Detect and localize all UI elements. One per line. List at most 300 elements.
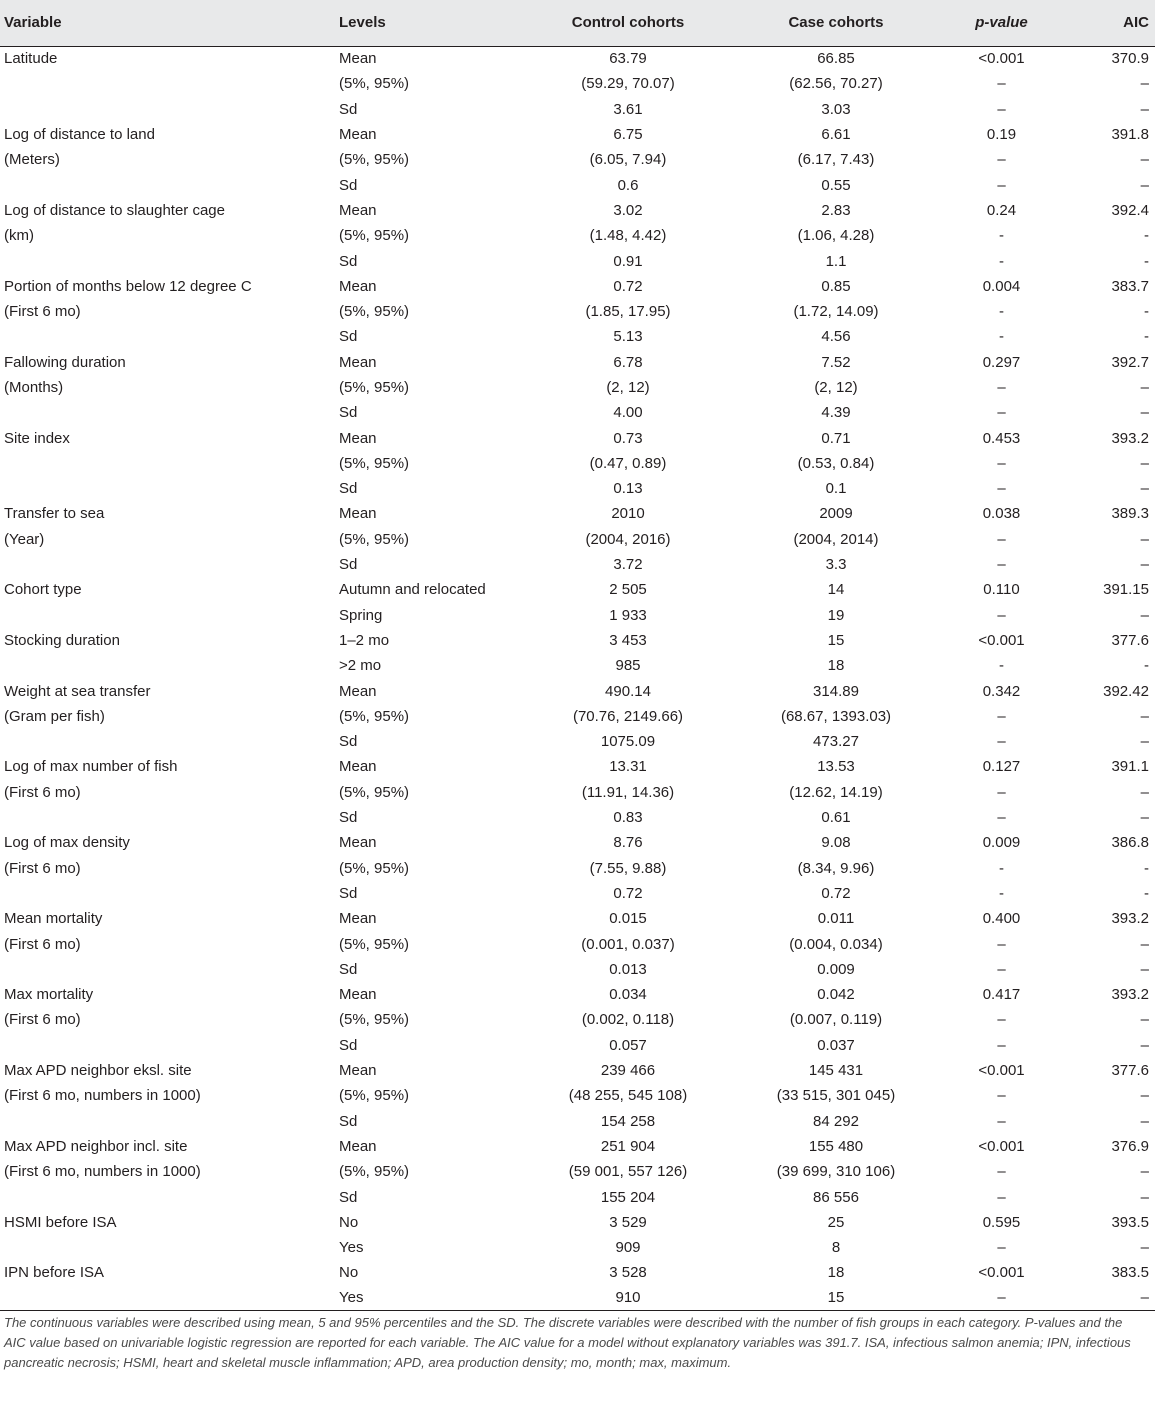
- cell-case: 15: [827, 631, 845, 649]
- table-header: [0, 0, 1155, 46]
- cell-aic: 391.1: [1111, 758, 1149, 776]
- cell-case: (1.06, 4.28): [797, 227, 875, 245]
- cell-p-value: –: [997, 1036, 1006, 1054]
- cell-control: (2004, 2016): [585, 530, 671, 548]
- cell-variable: [0, 1286, 339, 1311]
- cell-variable: (Months): [4, 379, 64, 396]
- table-row: [0, 97, 1155, 122]
- cell-case: 3.3: [825, 556, 847, 574]
- table-row: [0, 248, 1155, 273]
- cell-case: 0.85: [821, 277, 851, 295]
- header-p-value: p-value: [935, 0, 1068, 46]
- table-row: [0, 577, 1155, 602]
- cell-case: 18: [827, 657, 845, 675]
- table-row: [0, 805, 1155, 830]
- cell-aic: 393.2: [1111, 429, 1149, 447]
- cell-aic: –: [1068, 1286, 1155, 1311]
- cell-control: 3.72: [613, 556, 643, 574]
- cell-level: Sd: [339, 1036, 358, 1054]
- cell-p-value: -: [999, 303, 1004, 321]
- cell-variable: (First 6 mo): [4, 935, 81, 953]
- table-row: [0, 223, 1155, 248]
- cell-control: (1.48, 4.42): [589, 227, 667, 245]
- table-row: [0, 881, 1155, 906]
- cell-aic: -: [1144, 328, 1149, 346]
- cell-p-value: 0.009: [982, 834, 1021, 852]
- cell-level: Sd: [339, 884, 358, 902]
- cell-aic: 370.9: [1111, 50, 1149, 68]
- table-row: [0, 527, 1155, 552]
- cell-control: 6.75: [613, 126, 643, 144]
- cell-p-value: 0.110: [983, 581, 1020, 599]
- table-row: [0, 552, 1155, 577]
- cell-level: (5%, 95%): [339, 1087, 410, 1105]
- cell-p-value: –: [997, 480, 1006, 498]
- cell-variable: [0, 603, 339, 628]
- cell-case: (12.62, 14.19): [789, 783, 883, 801]
- cell-case: 84 292: [813, 1112, 859, 1130]
- cell-control: (48 255, 545 108): [568, 1087, 688, 1105]
- cell-aic: 377.6: [1111, 631, 1149, 649]
- cell-case: 0.011: [817, 910, 855, 928]
- cell-level: Mean: [339, 1062, 377, 1080]
- cell-p-value: 0.24: [986, 201, 1017, 219]
- cell-level: (5%, 95%): [339, 1163, 410, 1181]
- cell-variable: (First 6 mo, numbers in 1000): [4, 1163, 201, 1181]
- cell-control: (2, 12): [606, 379, 650, 396]
- cell-case: (62.56, 70.27): [789, 75, 883, 93]
- cell-control: 13.31: [609, 758, 647, 776]
- cell-case: 145 431: [808, 1062, 864, 1080]
- cell-aic: –: [1140, 1239, 1149, 1257]
- cell-aic: –: [1140, 960, 1149, 978]
- cell-p-value: –: [997, 809, 1006, 827]
- table-row: [0, 324, 1155, 349]
- cell-variable: Max mortality: [4, 986, 94, 1004]
- cell-p-value: –: [997, 151, 1006, 169]
- cell-case: (0.004, 0.034): [789, 935, 883, 953]
- cell-case: (33 515, 301 045): [776, 1087, 896, 1105]
- cell-aic: -: [1144, 227, 1149, 245]
- cell-variable: Site index: [4, 429, 70, 447]
- cell-aic: 393.2: [1111, 910, 1149, 928]
- cell-p-value: 0.595: [982, 1213, 1021, 1231]
- cell-p-value: 0.19: [986, 126, 1017, 144]
- cell-level: Mean: [339, 429, 377, 447]
- table-row: [0, 957, 1155, 982]
- cell-case: 2.83: [821, 201, 851, 219]
- cell-p-value: 0.038: [982, 505, 1021, 523]
- cell-p-value: 0.342: [982, 682, 1021, 700]
- cell-p-value: –: [997, 733, 1006, 751]
- cell-variable: Log of distance to slaughter cage: [4, 201, 225, 219]
- table-row: [0, 350, 1155, 375]
- cell-p-value: –: [997, 100, 1006, 118]
- table-row: [0, 1235, 1155, 1260]
- cell-aic: 391.8: [1111, 126, 1149, 144]
- cell-aic: 393.5: [1111, 1213, 1149, 1231]
- cell-aic: –: [1140, 454, 1149, 472]
- cell-control: (0.001, 0.037): [581, 935, 675, 953]
- cell-p-value: <0.001: [978, 1264, 1025, 1282]
- cell-variable: Weight at sea transfer: [4, 682, 151, 700]
- cell-level: >2 mo: [339, 657, 382, 675]
- cell-level: Mean: [339, 758, 377, 776]
- cell-aic: –: [1140, 151, 1149, 169]
- cell-control: 3 529: [609, 1213, 647, 1231]
- cell-level: Yes: [339, 1286, 519, 1311]
- table-row: [0, 603, 1155, 628]
- cell-level: No: [339, 1213, 359, 1231]
- cell-case: 0.042: [817, 986, 855, 1004]
- cell-case: 7.52: [821, 353, 851, 371]
- cell-p-value: –: [997, 1112, 1006, 1130]
- table-row: [0, 1033, 1155, 1058]
- cell-p-value: –: [997, 960, 1006, 978]
- cell-control: 6.78: [613, 353, 643, 371]
- cell-variable: Transfer to sea: [4, 505, 105, 523]
- table-row: [0, 1007, 1155, 1032]
- cell-variable: Log of max number of fish: [4, 758, 178, 776]
- cell-variable: [0, 552, 339, 577]
- cell-p-value: -: [999, 328, 1004, 346]
- cell-variable: Mean mortality: [4, 910, 103, 928]
- cell-p-value: –: [935, 1286, 1068, 1311]
- cell-aic: 376.9: [1111, 1137, 1149, 1155]
- table-row: [0, 451, 1155, 476]
- cell-case: (0.53, 0.84): [797, 454, 875, 472]
- cell-variable: (First 6 mo): [4, 303, 81, 321]
- cell-case: (0.007, 0.119): [789, 1011, 883, 1029]
- table-row: [0, 172, 1155, 197]
- table-row: [0, 653, 1155, 678]
- cell-case: 86 556: [813, 1188, 859, 1206]
- cell-p-value: <0.001: [978, 631, 1025, 649]
- cell-variable: (First 6 mo): [4, 783, 81, 801]
- cell-control: 63.79: [609, 50, 647, 68]
- table-row: [0, 1184, 1155, 1209]
- cell-case: (1.72, 14.09): [793, 303, 879, 321]
- cell-aic: 391.15: [1103, 581, 1149, 599]
- cell-variable: [0, 476, 339, 501]
- cell-case: 473.27: [813, 733, 859, 751]
- cell-case: 2009: [819, 505, 853, 523]
- cell-variable: Latitude: [4, 50, 58, 68]
- cell-variable: (First 6 mo): [4, 1011, 81, 1029]
- cell-control: 909: [615, 1239, 641, 1257]
- cell-aic: –: [1140, 707, 1149, 725]
- cell-aic: –: [1140, 176, 1149, 194]
- cell-level: Sd: [339, 176, 358, 194]
- table-row: [0, 704, 1155, 729]
- table-row: [0, 1286, 1155, 1311]
- cell-control: 0.13: [613, 480, 643, 498]
- cell-aic: –: [1140, 556, 1149, 574]
- cell-p-value: –: [997, 530, 1006, 548]
- cell-p-value: -: [999, 657, 1004, 675]
- cell-control: 0.057: [609, 1036, 647, 1054]
- cell-variable: [0, 1184, 339, 1209]
- cell-variable: HSMI before ISA: [4, 1213, 117, 1231]
- cell-aic: 383.5: [1111, 1264, 1149, 1282]
- cell-control: (59.29, 70.07): [581, 75, 675, 93]
- table-row: [0, 1058, 1155, 1083]
- cell-level: Mean: [339, 910, 377, 928]
- cell-p-value: 0.417: [982, 986, 1021, 1004]
- table-row: [0, 1108, 1155, 1133]
- cell-case: 155 480: [808, 1137, 864, 1155]
- cell-variable: [0, 451, 339, 476]
- cell-p-value: –: [997, 606, 1006, 624]
- table-row: [0, 628, 1155, 653]
- table-row: [0, 501, 1155, 526]
- cell-case: 6.61: [821, 126, 851, 144]
- cell-level: Sd: [339, 809, 358, 827]
- cell-level: (5%, 95%): [339, 859, 410, 877]
- cell-aic: 386.8: [1111, 834, 1149, 852]
- cell-level: Mean: [339, 201, 377, 219]
- cell-case: 25: [827, 1213, 845, 1231]
- cell-level: (5%, 95%): [339, 151, 410, 169]
- cell-level: Spring: [339, 606, 383, 624]
- cell-control: 0.72: [613, 277, 643, 295]
- cell-level: Sd: [339, 1112, 358, 1130]
- table-row: [0, 754, 1155, 779]
- cell-control: (0.002, 0.118): [581, 1011, 675, 1029]
- table-row: [0, 1159, 1155, 1184]
- cell-variable: (First 6 mo, numbers in 1000): [4, 1087, 201, 1105]
- cell-aic: -: [1144, 303, 1149, 321]
- cell-variable: [0, 653, 339, 678]
- cell-p-value: –: [997, 1163, 1006, 1181]
- table-row: [0, 198, 1155, 223]
- cell-control: 0.6: [617, 176, 639, 194]
- cell-p-value: 0.127: [982, 758, 1021, 776]
- cell-case: 9.08: [821, 834, 851, 852]
- cell-p-value: <0.001: [978, 50, 1025, 68]
- cell-aic: 389.3: [1111, 505, 1149, 523]
- cell-case: 1.1: [825, 252, 847, 270]
- cell-p-value: –: [997, 935, 1006, 953]
- cell-control: 8.76: [613, 834, 643, 852]
- cell-case: (6.17, 7.43): [797, 151, 875, 169]
- cell-control: 2010: [611, 505, 645, 523]
- cell-case: 0.009: [817, 960, 855, 978]
- cell-aic: –: [1140, 606, 1149, 624]
- cell-control: (1.85, 17.95): [585, 303, 671, 321]
- cell-case: 13.53: [817, 758, 855, 776]
- cell-variable: Fallowing duration: [4, 353, 126, 371]
- cell-control: (6.05, 7.94): [589, 151, 667, 169]
- cell-p-value: –: [997, 783, 1006, 801]
- cell-variable: [0, 324, 339, 349]
- cell-control: 910: [519, 1286, 737, 1311]
- cell-p-value: 0.297: [982, 353, 1021, 371]
- cell-level: (5%, 95%): [339, 783, 410, 801]
- cell-case: 15: [737, 1286, 935, 1311]
- cell-level: Sd: [339, 328, 358, 346]
- cell-aic: –: [1140, 404, 1149, 422]
- cell-level: Autumn and relocated: [339, 581, 486, 599]
- cell-control: 0.72: [613, 884, 643, 902]
- cell-aic: –: [1140, 783, 1149, 801]
- header-case-cohorts: Case cohorts: [737, 0, 935, 46]
- cell-aic: 383.7: [1111, 277, 1149, 295]
- cell-aic: -: [1144, 884, 1149, 902]
- cell-p-value: -: [999, 252, 1004, 270]
- cell-control: 4.00: [613, 404, 643, 422]
- cell-aic: -: [1144, 657, 1149, 675]
- cell-variable: Cohort type: [4, 581, 82, 599]
- cell-p-value: 0.400: [982, 910, 1021, 928]
- table-row: [0, 400, 1155, 425]
- cell-p-value: –: [997, 75, 1006, 93]
- cell-aic: –: [1140, 1011, 1149, 1029]
- cell-control: 1075.09: [600, 733, 656, 751]
- cell-aic: 392.42: [1103, 682, 1149, 700]
- cell-control: 2 505: [609, 581, 647, 599]
- header-control-cohorts: Control cohorts: [519, 0, 737, 46]
- cell-level: Yes: [339, 1239, 364, 1257]
- cell-case: 8: [831, 1239, 841, 1257]
- cell-aic: –: [1140, 530, 1149, 548]
- cell-aic: 393.2: [1111, 986, 1149, 1004]
- cell-control: 0.91: [613, 252, 643, 270]
- cell-level: Sd: [339, 960, 358, 978]
- table-row: [0, 46, 1155, 71]
- cell-p-value: -: [999, 227, 1004, 245]
- cell-control: 0.013: [609, 960, 647, 978]
- cell-control: 3.02: [613, 201, 643, 219]
- cell-p-value: 0.453: [982, 429, 1021, 447]
- cell-control: 0.015: [609, 910, 647, 928]
- cell-control: 251 904: [600, 1137, 656, 1155]
- cell-aic: -: [1144, 252, 1149, 270]
- cell-level: 1–2 mo: [339, 631, 390, 649]
- cell-aic: –: [1140, 1112, 1149, 1130]
- table-row: [0, 375, 1155, 400]
- cell-level: Mean: [339, 986, 377, 1004]
- cell-p-value: –: [997, 1087, 1006, 1105]
- table-row: [0, 1260, 1155, 1285]
- header-row: [0, 0, 1155, 46]
- table-row: [0, 856, 1155, 881]
- cell-level: Sd: [339, 100, 358, 118]
- cell-p-value: –: [997, 1011, 1006, 1029]
- cell-aic: –: [1140, 935, 1149, 953]
- cell-case: 0.72: [821, 884, 851, 902]
- cell-level: (5%, 95%): [339, 379, 410, 396]
- cell-case: (2004, 2014): [793, 530, 879, 548]
- cell-variable: Portion of months below 12 degree C: [4, 277, 252, 295]
- cell-control: 0.034: [609, 986, 647, 1004]
- cell-variable: Stocking duration: [4, 631, 120, 649]
- cell-level: Sd: [339, 733, 358, 751]
- cell-level: (5%, 95%): [339, 303, 410, 321]
- table-row: [0, 425, 1155, 450]
- table-row: [0, 274, 1155, 299]
- header-aic: AIC: [1068, 0, 1155, 46]
- cell-level: Mean: [339, 277, 377, 295]
- cell-aic: –: [1140, 75, 1149, 93]
- cell-level: (5%, 95%): [339, 530, 410, 548]
- cell-level: Mean: [339, 50, 377, 68]
- cell-p-value: –: [997, 454, 1006, 472]
- cell-case: 66.85: [817, 50, 855, 68]
- cell-p-value: –: [997, 707, 1006, 725]
- cell-variable: [0, 881, 339, 906]
- cell-control: 3 528: [609, 1264, 647, 1282]
- cell-level: (5%, 95%): [339, 227, 410, 245]
- cell-case: 18: [827, 1264, 845, 1282]
- cell-aic: 392.7: [1111, 353, 1149, 371]
- cell-aic: –: [1140, 1163, 1149, 1181]
- header-variable: Variable: [0, 0, 339, 46]
- cell-aic: –: [1140, 1036, 1149, 1054]
- table-row: [0, 906, 1155, 931]
- cell-level: (5%, 95%): [339, 75, 410, 93]
- cell-level: (5%, 95%): [339, 454, 410, 472]
- cell-level: Mean: [339, 505, 377, 523]
- cell-case: (8.34, 9.96): [797, 859, 875, 877]
- cell-variable: [0, 97, 339, 122]
- table-row: [0, 1210, 1155, 1235]
- cell-variable: [0, 957, 339, 982]
- cell-aic: –: [1140, 733, 1149, 751]
- cell-case: 0.1: [825, 480, 847, 498]
- cell-control: 0.83: [613, 809, 643, 827]
- cell-variable: (km): [4, 227, 34, 245]
- cell-case: 0.71: [821, 429, 851, 447]
- cell-level: Sd: [339, 556, 358, 574]
- cell-variable: (Gram per fish): [4, 707, 105, 725]
- cell-aic: –: [1140, 480, 1149, 498]
- cell-variable: [0, 1108, 339, 1133]
- cell-variable: [0, 729, 339, 754]
- cell-variable: [0, 400, 339, 425]
- cell-variable: [0, 71, 339, 96]
- cell-case: (68.67, 1393.03): [780, 707, 892, 725]
- cell-aic: –: [1140, 100, 1149, 118]
- cell-variable: [0, 248, 339, 273]
- cell-control: 0.73: [613, 429, 643, 447]
- cell-variable: Log of distance to land: [4, 126, 155, 144]
- cell-p-value: –: [997, 556, 1006, 574]
- cell-p-value: –: [997, 176, 1006, 194]
- cell-variable: (First 6 mo): [4, 859, 81, 877]
- cell-control: 3.61: [613, 100, 643, 118]
- cell-level: No: [339, 1264, 359, 1282]
- cell-case: 19: [827, 606, 845, 624]
- header-levels: Levels: [339, 0, 519, 46]
- table-row: [0, 147, 1155, 172]
- cell-aic: 377.6: [1111, 1062, 1149, 1080]
- cell-case: 314.89: [813, 682, 859, 700]
- cell-p-value: –: [997, 379, 1006, 396]
- cell-control: 155 204: [600, 1188, 656, 1206]
- table-row: [0, 982, 1155, 1007]
- cell-level: Mean: [339, 126, 377, 144]
- cell-case: 14: [827, 581, 845, 599]
- cell-control: 3 453: [609, 631, 647, 649]
- cell-variable: Log of max density: [4, 834, 130, 852]
- cell-aic: 392.4: [1111, 201, 1149, 219]
- cell-p-value: <0.001: [978, 1062, 1025, 1080]
- cell-case: 4.56: [821, 328, 851, 346]
- cell-case: 4.39: [821, 404, 851, 422]
- cell-control: 5.13: [613, 328, 643, 346]
- cell-level: Mean: [339, 1137, 377, 1155]
